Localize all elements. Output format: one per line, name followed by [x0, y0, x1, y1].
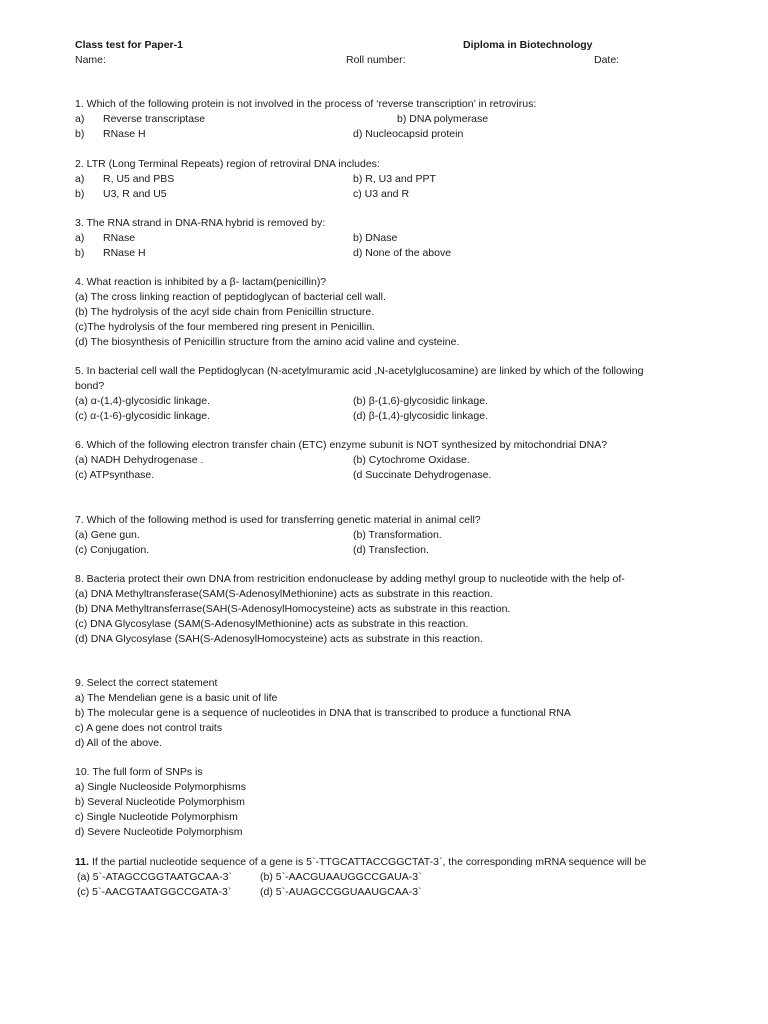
option-c: RNase H — [103, 247, 146, 259]
question-text — [75, 855, 655, 870]
option-c: (c) Conjugation. — [75, 544, 150, 556]
option-c: RNase H — [103, 128, 146, 140]
option-a: a) The Mendelian gene is a basic unit of life — [75, 692, 278, 704]
question-5 — [75, 364, 655, 424]
option-row — [75, 409, 655, 424]
option-letter: b) — [75, 188, 85, 200]
option-row — [75, 127, 655, 142]
option-b: (b) Cytochrome Oxidase. — [353, 454, 470, 466]
option-c: c) Single Nucleotide Polymorphism — [75, 811, 238, 823]
option-letter: a) — [75, 113, 85, 125]
option-letter: a) — [75, 173, 85, 185]
question-body: If the partial nucleotide sequence of a gene is 5`-TTGCATTACCGGCTAT-3`, the corresponding mRNA sequence will be — [89, 856, 647, 868]
option-c: (c)The hydrolysis of the four membered ring present in Penicillin. — [75, 321, 375, 333]
option-letter: b) — [75, 128, 85, 140]
question-7 — [75, 513, 655, 558]
option-row — [75, 870, 655, 885]
option-b: b) DNase — [353, 232, 398, 244]
option-row — [75, 543, 655, 558]
option-d: d) None of the above — [353, 247, 452, 259]
option-row — [75, 112, 655, 127]
option-d: (d Succinate Dehydrogenase. — [353, 469, 492, 481]
option-b: (b) DNA Methyltransferrase(SAH(S-AdenosylHomocysteine) acts as substrate in this reaction. — [75, 603, 511, 615]
test-header — [75, 38, 635, 70]
option-row — [75, 885, 655, 900]
course-name: Diploma in Biotechnology — [463, 39, 593, 51]
option-row — [75, 231, 655, 246]
option-d: (d) DNA Glycosylase (SAH(S-AdenosylHomocysteine) acts as substrate in this reaction. — [75, 633, 483, 645]
question-text: 9. Select the correct statement — [75, 677, 218, 689]
option-b: (b) The hydrolysis of the acyl side chain from Penicillin structure. — [75, 306, 375, 318]
question-2 — [75, 157, 655, 202]
option-row — [75, 468, 655, 483]
option-d: d) Nucleocapsid protein — [353, 128, 464, 140]
question-4 — [75, 275, 655, 350]
option-row — [75, 172, 655, 187]
question-number: 11. — [75, 856, 90, 868]
option-c: (c) ATPsynthase. — [75, 469, 155, 481]
option-b: b) DNA polymerase — [397, 113, 489, 125]
option-b: b) R, U3 and PPT — [353, 173, 436, 185]
option-d: (d) Transfection. — [353, 544, 429, 556]
option-d: (d) 5`-AUAGCCGGUAAUGCAA-3` — [260, 886, 422, 898]
option-a: a) Single Nucleoside Polymorphisms — [75, 781, 246, 793]
question-9 — [75, 676, 655, 751]
option-b: (b) 5`-AACGUAAUGGCCGAUA-3` — [260, 871, 422, 883]
question-text: 5. In bacterial cell wall the Peptidoglycan (N-acetylmuramic acid ,N-acetylglucosamine) are linked by which of the following bond? — [75, 365, 644, 392]
option-b: b) The molecular gene is a sequence of nucleotides in DNA that is transcribed to produce a functional RNA — [75, 707, 571, 719]
option-d: c) U3 and R — [353, 188, 410, 200]
option-d: (d) The biosynthesis of Penicillin structure from the amino acid valine and cysteine. — [75, 336, 460, 348]
question-text: 3. The RNA strand in DNA-RNA hybrid is removed by: — [75, 217, 326, 229]
date-label: Date: — [594, 54, 620, 66]
question-1 — [75, 97, 655, 142]
option-d: d) All of the above. — [75, 737, 162, 749]
option-a: Reverse transcriptase — [103, 113, 206, 125]
test-title: Class test for Paper-1 — [75, 39, 183, 51]
question-3 — [75, 216, 655, 261]
question-text: 8. Bacteria protect their own DNA from restricition endonuclease by adding methyl group to nucleotide with the help of- — [75, 573, 625, 585]
option-a: (a) DNA Methyltransferase(SAM(S-AdenosylMethionine) acts as substrate in this reaction. — [75, 588, 493, 600]
question-text: 7. Which of the following method is used for transferring genetic material in animal cell? — [75, 514, 481, 526]
option-a: (a) The cross linking reaction of peptidoglycan of bacterial cell wall. — [75, 291, 386, 303]
question-6 — [75, 438, 655, 483]
roll-number-label: Roll number: — [346, 54, 406, 66]
option-b: (b) Transformation. — [353, 529, 442, 541]
option-row — [75, 246, 655, 261]
option-row — [75, 528, 655, 543]
option-c: U3, R and U5 — [103, 188, 167, 200]
option-row — [75, 394, 655, 409]
option-letter: a) — [75, 232, 85, 244]
option-row — [75, 187, 655, 202]
option-c: (c) α-(1-6)-glycosidic linkage. — [75, 410, 211, 422]
question-text: 2. LTR (Long Terminal Repeats) region of retroviral DNA includes: — [75, 158, 380, 170]
question-text: 6. Which of the following electron transfer chain (ETC) enzyme subunit is NOT synthesized by mitochondrial DNA? — [75, 439, 608, 451]
option-c: (c) 5`-AACGTAATGGCCGATA-3` — [77, 886, 232, 898]
option-a: (a) NADH Dehydrogenase . — [75, 454, 204, 466]
question-text: 10. The full form of SNPs is — [75, 766, 203, 778]
question-11 — [75, 855, 655, 900]
option-b: b) Several Nucleotide Polymorphism — [75, 796, 245, 808]
question-8 — [75, 572, 655, 647]
question-text: 4. What reaction is inhibited by a β- lactam(penicillin)? — [75, 276, 327, 288]
option-a: R, U5 and PBS — [103, 173, 175, 185]
question-10 — [75, 765, 655, 840]
option-a: (a) α-(1,4)-glycosidic linkage. — [75, 395, 211, 407]
question-text: 1. Which of the following protein is not involved in the process of ‘reverse transcription’ in retrovirus: — [75, 98, 537, 110]
option-a: (a) 5`-ATAGCCGGTAATGCAA-3` — [77, 871, 232, 883]
option-c: (c) DNA Glycosylase (SAM(S-AdenosylMethionine) acts as substrate in this reaction. — [75, 618, 469, 630]
option-d: (d) β-(1,4)-glycosidic linkage. — [353, 410, 488, 422]
option-a: (a) Gene gun. — [75, 529, 140, 541]
option-b: (b) β-(1,6)-glycosidic linkage. — [353, 395, 488, 407]
option-c: c) A gene does not control traits — [75, 722, 223, 734]
option-row — [75, 453, 655, 468]
option-a: RNase — [103, 232, 136, 244]
option-letter: b) — [75, 247, 85, 259]
name-label: Name: — [75, 54, 106, 66]
option-d: d) Severe Nucleotide Polymorphism — [75, 826, 243, 838]
